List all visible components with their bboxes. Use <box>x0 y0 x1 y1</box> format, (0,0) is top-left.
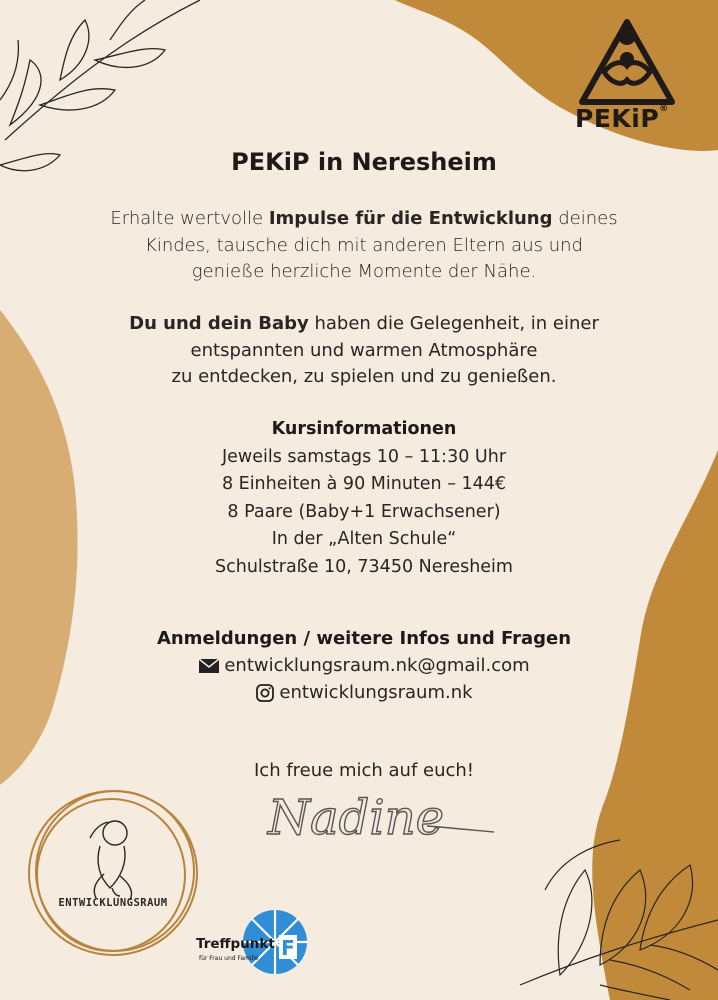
contact-title: Anmeldungen / weitere Infos und Fragen <box>156 628 572 649</box>
course-line: 8 Einheiten à 90 Minuten – 144€ <box>221 474 507 494</box>
pekip-logo-text: PEKiP® <box>575 104 669 133</box>
instagram-link[interactable]: entwicklungsraum.nk <box>279 682 473 703</box>
email-link[interactable]: entwicklungsraum.nk@gmail.com <box>224 655 530 676</box>
course-line: In der „Alten Schule“ <box>271 529 457 549</box>
envelope-icon <box>198 658 220 674</box>
intro-paragraph: Erhalte wertvolle Impulse für die Entwicklung deines Kindes, tausche dich mit anderen Eltern aus und genieße herzliche Momente der Nähe. <box>110 208 618 282</box>
course-line: Schulstraße 10, 73450 Neresheim <box>215 556 513 577</box>
greeting: Ich freue mich auf euch! <box>253 760 475 781</box>
entwicklungsraum-logo-icon <box>20 778 210 968</box>
entwicklungsraum-logo-text: ENTWICKLUNGSRAUM <box>58 897 168 909</box>
svg-text:F: F <box>281 936 295 960</box>
course-info <box>60 416 668 581</box>
course-line: Jeweils samstags 10 – 11:30 Uhr <box>221 446 507 467</box>
treffpunkt-logo-subtitle: für Frau und Familie <box>199 955 259 962</box>
course-info-title: Kursinformationen <box>271 419 457 439</box>
instagram-icon <box>255 683 275 703</box>
contact-section <box>60 625 668 706</box>
signature <box>262 780 502 850</box>
page-title: PEKiP in Neresheim <box>231 148 497 176</box>
course-line: 8 Paare (Baby+1 Erwachsener) <box>227 501 501 522</box>
email-line <box>60 652 668 679</box>
svg-text:Nadine: Nadine <box>268 790 445 846</box>
treffpunkt-logo-name: Treffpunkt <box>196 936 275 952</box>
instagram-line <box>60 679 668 706</box>
baby-paragraph: Du und dein Baby haben die Gelegenheit, in einer entspannten und warmen Atmosphäre zu entdecken, zu spielen und zu genießen. <box>129 313 599 387</box>
